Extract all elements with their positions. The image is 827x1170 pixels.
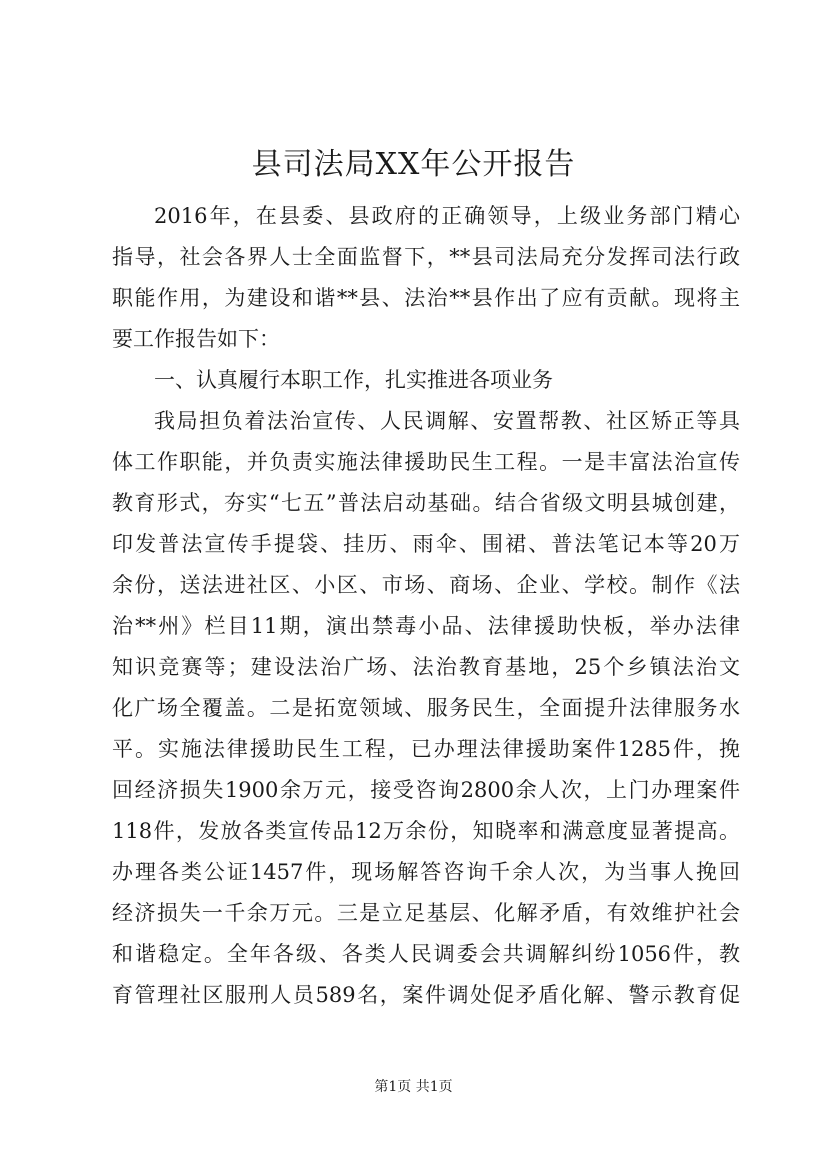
body-line: 指导，社会各界人士全面监督下，**县司法局充分发挥司法行政: [112, 245, 740, 269]
document-title: 县司法局XX年公开报告: [251, 147, 576, 182]
body-line: 知识竞赛等；建设法治广场、法治教育基地，25个乡镇法治文: [112, 655, 740, 679]
body-line: 职能作用，为建设和谐**县、法治**县作出了应有贡献。现将主: [112, 286, 740, 310]
body-line: 118件，发放各类宣传品12万余份，知晓率和满意度显著提高。: [112, 819, 740, 843]
body-line: 印发普法宣传手提袋、挂历、雨伞、围裙、普法笔记本等20万: [112, 532, 740, 556]
body-line: 平。实施法律援助民生工程，已办理法律援助案件1285件，挽: [112, 737, 740, 761]
body-line: 余份，送法进社区、小区、市场、商场、企业、学校。制作《法: [112, 573, 740, 597]
body-line: 经济损失一千余万元。三是立足基层、化解矛盾，有效维护社会: [112, 901, 740, 925]
body-line: 治**州》栏目11期，演出禁毒小品、法律援助快板，举办法律: [112, 614, 740, 638]
body-line: 育管理社区服刑人员589名，案件调处促矛盾化解、警示教育促: [112, 983, 740, 1007]
body-line: 和谐稳定。全年各级、各类人民调委会共调解纠纷1056件，教: [112, 942, 740, 966]
body-line: 要工作报告如下：: [112, 327, 280, 351]
body-line: 2016年，在县委、县政府的正确领导，上级业务部门精心: [154, 204, 740, 228]
body-line: 化广场全覆盖。二是拓宽领域、服务民生，全面提升法律服务水: [112, 696, 740, 720]
body-line: 教育形式，夯实“七五”普法启动基础。结合省级文明县城创建，: [112, 491, 740, 515]
body-line: 回经济损失1900余万元，接受咨询2800余人次，上门办理案件: [112, 778, 740, 802]
document-body: [112, 196, 740, 1016]
body-line: 体工作职能，并负责实施法律援助民生工程。一是丰富法治宣传: [112, 450, 740, 474]
page-footer: 第1页 共1页: [374, 1079, 453, 1095]
body-line: 我局担负着法治宣传、人民调解、安置帮教、社区矫正等具: [154, 409, 740, 433]
section-heading: 一、认真履行本职工作，扎实推进各项业务: [154, 368, 553, 392]
body-line: 办理各类公证1457件，现场解答咨询千余人次，为当事人挽回: [112, 860, 740, 884]
